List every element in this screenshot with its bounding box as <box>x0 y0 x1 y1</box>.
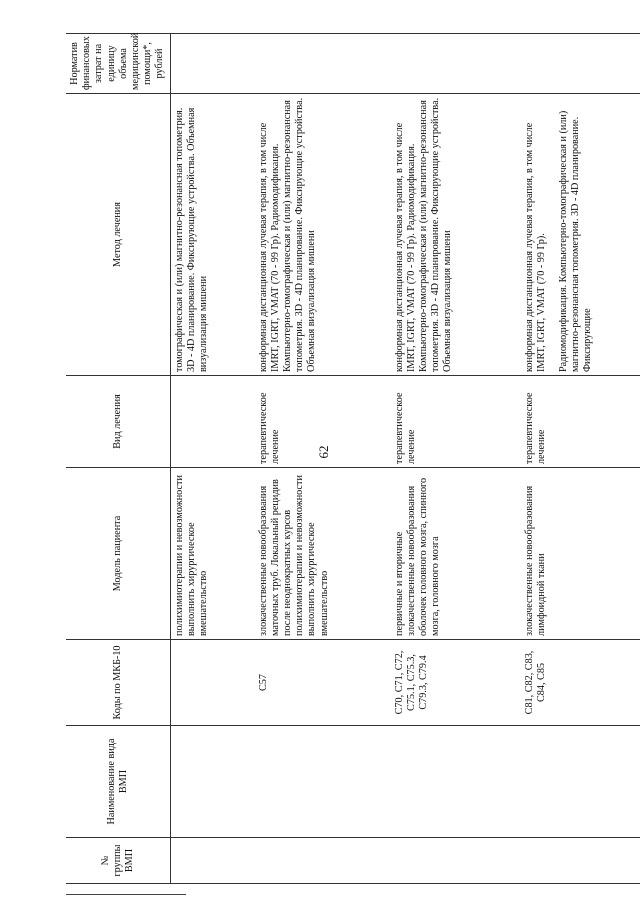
cell-treatment-type <box>170 376 255 468</box>
table-row <box>170 34 255 884</box>
cell-treatment-type: терапевтическое лечение <box>391 376 521 468</box>
cell-treatment-type: терапевтическое лечение <box>521 376 640 468</box>
cell-norm <box>521 34 640 94</box>
footer-rule <box>66 894 186 895</box>
header-vmp-name: Наименование вида ВМП <box>66 726 170 838</box>
cell-codes: C81, C82, C83, C84, C85 <box>521 640 640 726</box>
header-icd-codes: Коды по МКБ-10 <box>66 640 170 726</box>
cell-codes: C57 <box>255 640 391 726</box>
method-text: конформная дистанционная лучевая терапия, в том числе IMRT, IGRT, VMAT (70 - 99 Гр). Радиомодификация. Компьютерно-томографическая и (или) магнитно-резонансная топометрия. 3D - 4D планирование. Фиксирующие устройства. Объемная визуализация мишени <box>393 97 454 372</box>
cell-norm <box>255 34 391 94</box>
cell-patient-model: первичные и вторичные злокачественные новообразования оболочек головного мозга, спинного мозга, головного мозга <box>391 468 521 640</box>
cell-treatment-type: терапевтическое лечение <box>255 376 391 468</box>
cell-treatment-method <box>391 94 521 376</box>
cell-norm <box>391 34 521 94</box>
header-treatment-method: Метод лечения <box>66 94 170 376</box>
cell-name <box>170 726 255 838</box>
cell-group <box>255 838 391 884</box>
table-row <box>391 34 521 884</box>
cell-name <box>255 726 391 838</box>
table-row <box>255 34 391 884</box>
page-number: 62 <box>316 445 331 459</box>
cell-patient-model: полихимиотерапии и невозможности выполнить хирургическое вмешательство <box>170 468 255 640</box>
treatment-table <box>66 33 640 884</box>
cell-name <box>391 726 521 838</box>
cell-treatment-method <box>521 94 640 376</box>
cell-patient-model: злокачественные новообразования маточных труб. Локальный рецидив после неоднократных курсов полихимиотерапии и невозможности выполнить хирургическое вмешательство <box>255 468 391 640</box>
cell-group <box>521 838 640 884</box>
method-text: Радиомодификация. Компьютерно-томографическая и (или) магнитно-резонансная топометрия. 3D - 4D планирование. Фиксирующие <box>558 110 594 372</box>
cell-codes: C70, C71, C72, C75.1, C75.3, C79.3, C79.4 <box>391 640 521 726</box>
method-text: конформная дистанционная лучевая терапия, в том числе IMRT, IGRT, VMAT (70 - 99 Гр). Радиомодификация. Компьютерно-томографическая и (или) магнитно-резонансная топометрия. 3D - 4D планирование. Фиксирующие устройства. Объемная визуализация мишени <box>257 97 318 372</box>
method-text: конформная дистанционная лучевая терапия, в том числе IMRT, IGRT, VMAT (70 - 99 Гр). <box>523 122 547 372</box>
header-financial-norm: Норматив финансовых затрат на единицу объема медицинской помощи*, рублей <box>66 34 170 94</box>
cell-norm <box>170 34 255 94</box>
cell-group <box>391 838 521 884</box>
header-row <box>66 34 170 884</box>
cell-patient-model: злокачественные новообразования лимфоидной ткани <box>521 468 640 640</box>
cell-codes <box>170 640 255 726</box>
header-treatment-type: Вид лечения <box>66 376 170 468</box>
header-group-number: № группы ВМП <box>66 838 170 884</box>
header-patient-model: Модель пациента <box>66 468 170 640</box>
cell-name <box>521 726 640 838</box>
cell-treatment-method <box>170 94 255 376</box>
cell-treatment-method <box>255 94 391 376</box>
method-text: томографическая и (или) магнитно-резонансная топометрия. 3D - 4D планирование. Фиксирующие устройства. Объемная визуализация мишени <box>173 107 210 372</box>
table-row <box>521 34 640 884</box>
rotated-table-sheet <box>66 34 626 884</box>
cell-group <box>170 838 255 884</box>
